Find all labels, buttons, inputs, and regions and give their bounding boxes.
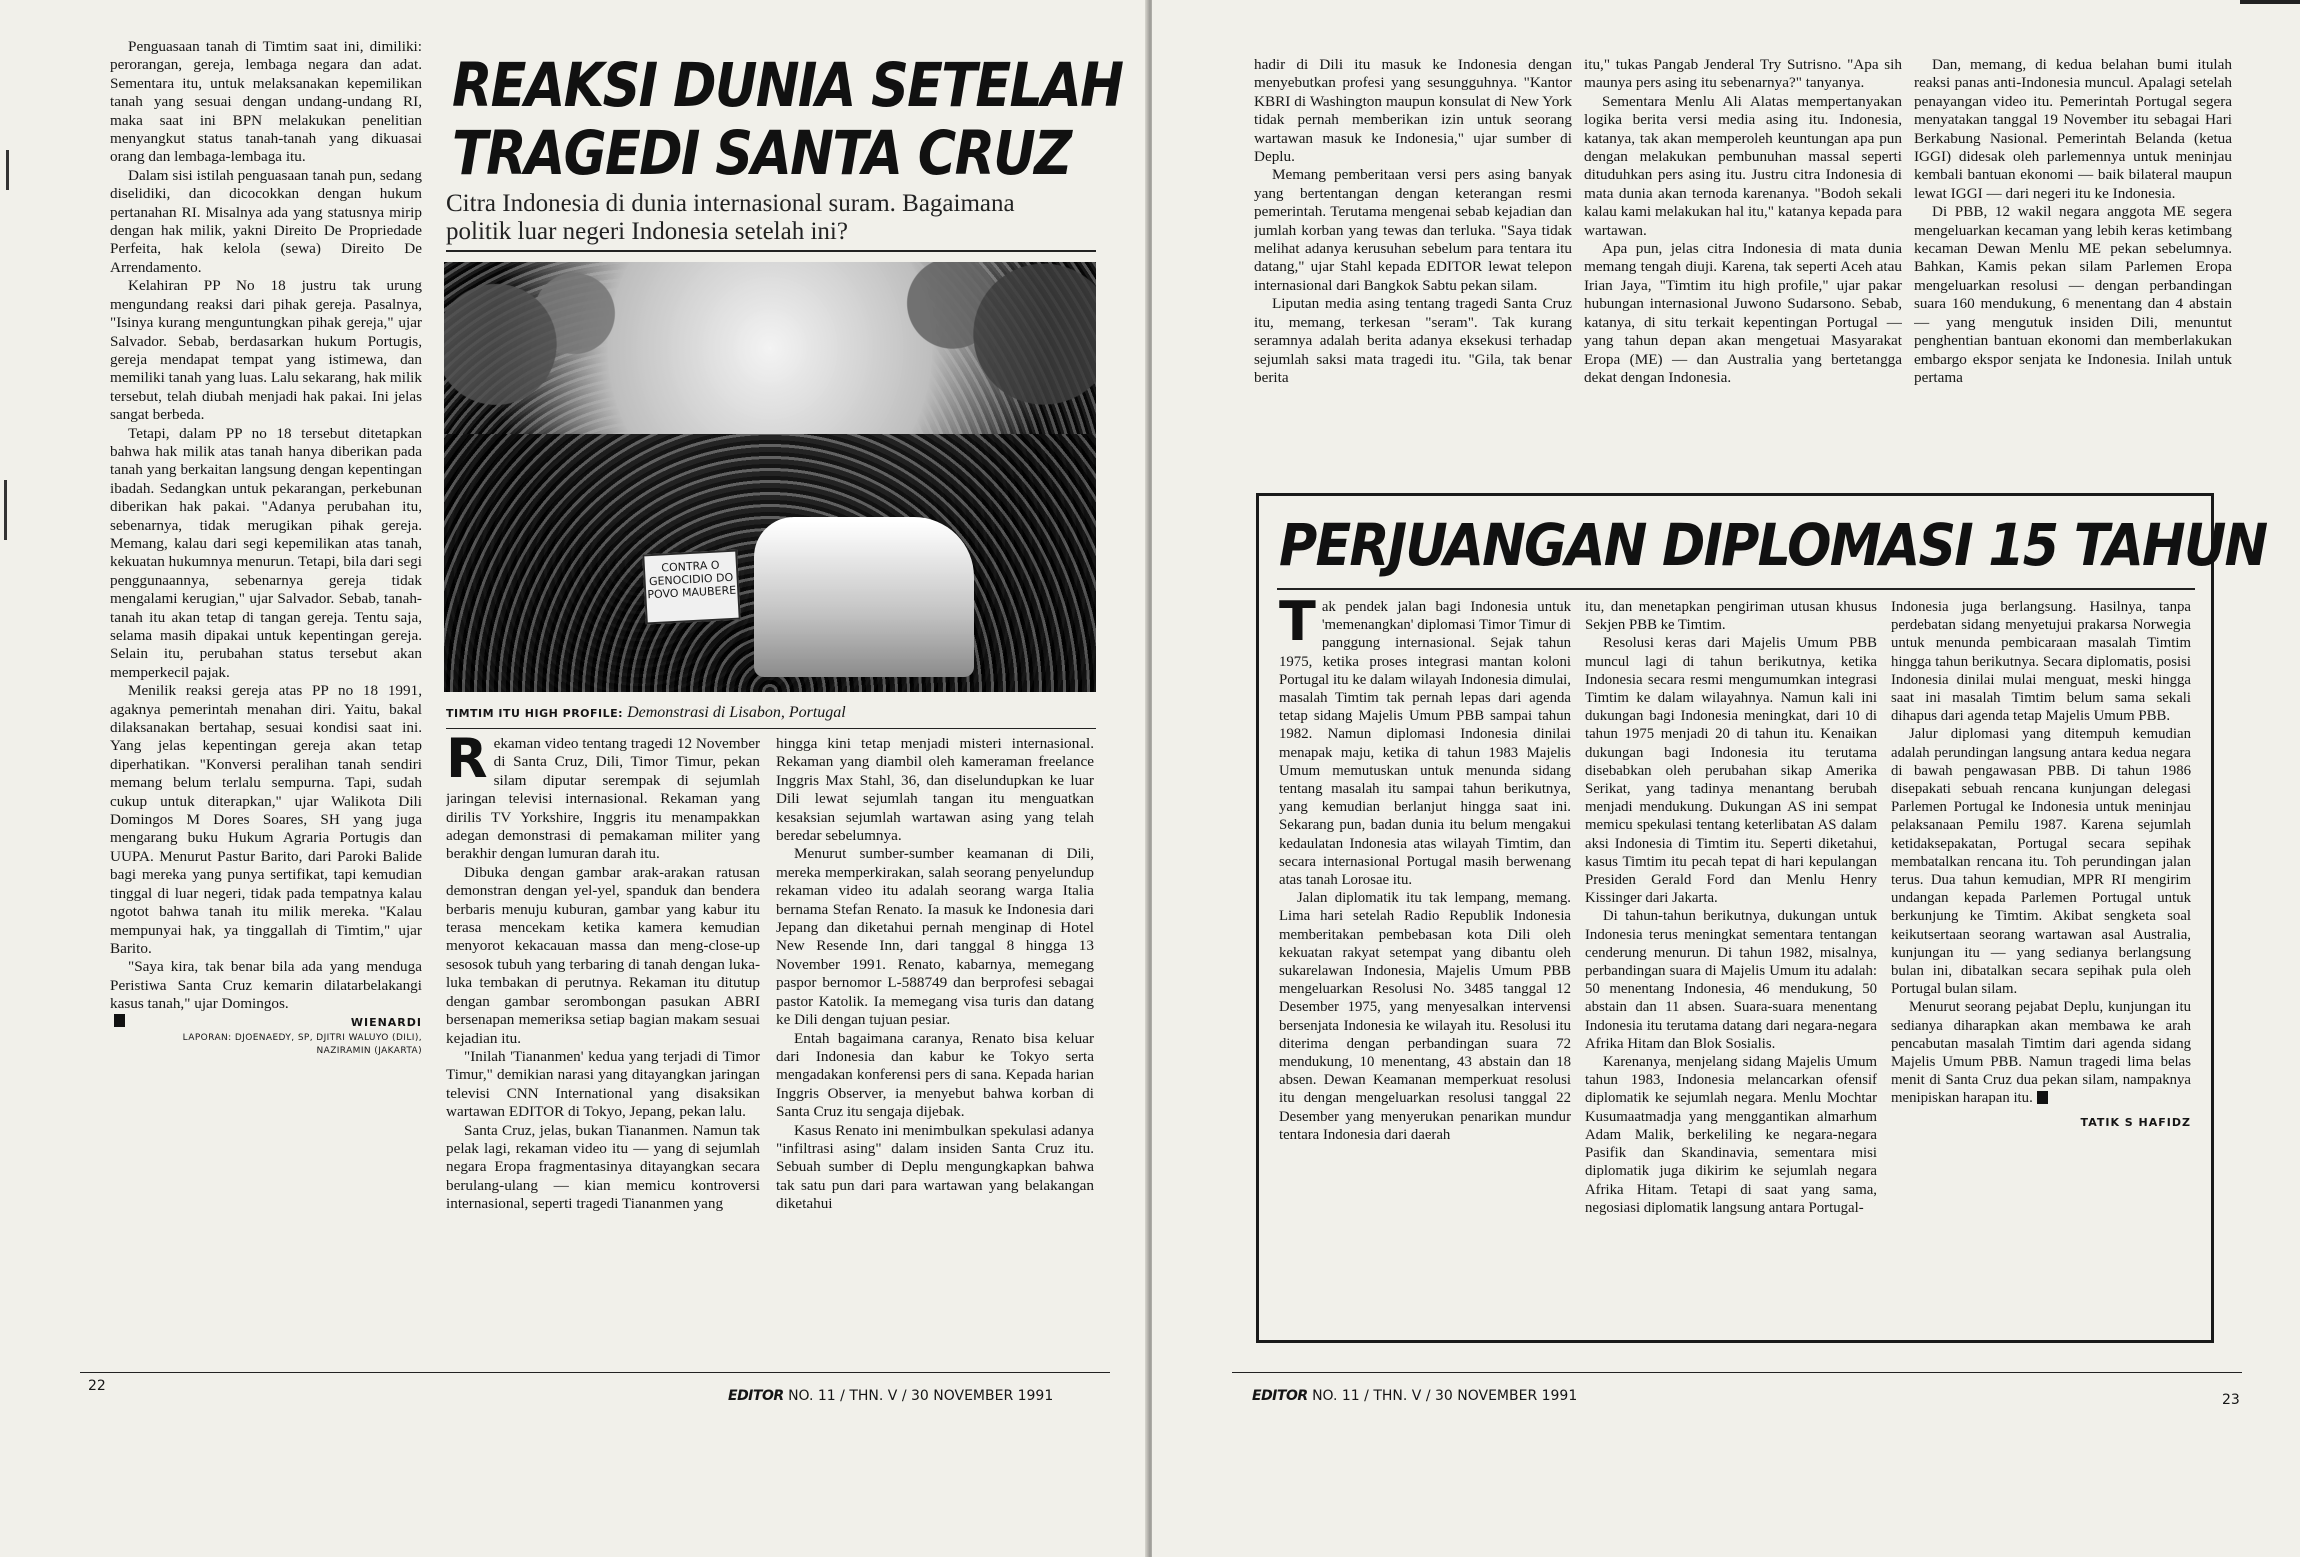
paragraph bbox=[446, 735, 760, 864]
paragraph: Dan, memang, di kedua belahan bumi itulah reaksi panas anti-Indonesia muncul. Apalagi setelah penayangan video itu. Pemerintah Portugal segera menyatakan tanggal 19 November itu sebagai Hari Berkabung Nasional. Pemerintah Belanda (ketua IGGI) didesak oleh parlemennya untuk meninjau kembali bantuan ekonomi — baik bilateral maupun lewat IGGI — dari negeri itu ke Indonesia. bbox=[1914, 56, 2232, 202]
footer-rule bbox=[1232, 1372, 2242, 1373]
photo-banner: CONTRA O GENOCIDIO DO POVO MAUBERE bbox=[642, 550, 741, 625]
photo-caption bbox=[446, 703, 1096, 724]
photo-car bbox=[754, 517, 974, 677]
footer-brand: EDITOR bbox=[728, 1388, 784, 1404]
paragraph-text: ekaman video tentang tragedi 12 November di Santa Cruz, Dili, Timor Timur, pekan silam diputar serempak di sejumlah jaringan televisi internasional. Rekaman yang dirilis TV Yorkshire, Inggris itu menampakkan adegan demonstrasi di pemakaman militer yang berakhir dengan lumuran darah itu. bbox=[446, 735, 760, 863]
corner-mark bbox=[2240, 0, 2300, 4]
box-title-rule bbox=[1277, 588, 2195, 590]
binding-mark bbox=[6, 150, 9, 190]
paragraph: "Inilah 'Tiananmen' kedua yang terjadi di Timor Timur," demikian narasi yang ditayangkan jaringan televisi CNN International yang disaksikan wartawan EDITOR di Tokyo, Jepang, pekan lalu. bbox=[446, 1047, 760, 1121]
right-column-2 bbox=[1584, 56, 1902, 486]
deck-rule bbox=[446, 250, 1096, 252]
left-column-1 bbox=[110, 38, 422, 1338]
drop-cap: T bbox=[1279, 598, 1316, 653]
paragraph: Apa pun, jelas citra Indonesia di mata dunia memang tengah diuji. Karena, tak seperti Aceh atau Irian Jaya, "Timtim itu high profile," ujar pakar hubungan internasional Juwono Sudarsono. Sebab, katanya, di situ terkait kepentingan Portugal — yang tahun depan akan mengetuai Masyarakat Eropa (ME) — dan Australia yang bertetangga dekat dengan Indonesia. bbox=[1584, 240, 1902, 386]
headline-line-2: TRAGEDI SANTA CRUZ bbox=[452, 118, 1071, 189]
end-mark-icon bbox=[2037, 1091, 2048, 1104]
sidebar-box bbox=[1256, 493, 2267, 1343]
paragraph: hadir di Dili itu masuk ke Indonesia dengan menyebutkan profesi yang sesungguhnya. "Kantor KBRI di Washington maupun konsulat di New York tidak pernah memberikan izin untuk seorang wartawan masuk ke Indonesia," ujar sumber di Deplu. bbox=[1254, 56, 1572, 166]
paragraph: Di tahun-tahun berikutnya, dukungan untuk Indonesia terus meningkat sementara tentangan cenderung menurun. Di tahun 1982, misalnya, perbandingan suara di Majelis Umum itu adalah: 50 menentang Indonesia, 46 mendukung, 50 abstain dan 11 absen. Suara-suara menentang Indonesia itu terutama datang dari negara-negara Afrika Hitam dan Blok Sosialis. bbox=[1585, 908, 1877, 1052]
deck: Citra Indonesia di dunia internasional suram. Bagaimana politik luar negeri Indonesia setelah ini? bbox=[446, 190, 1015, 245]
paragraph: Kasus Renato ini menimbulkan spekulasi adanya "infiltrasi asing" dalam insiden Santa Cruz itu. Sebuah sumber di Deplu mengungkapkan bahwa tak satu pun dari para wartawan yang belakangan diketahui bbox=[776, 1121, 1094, 1213]
footer-right bbox=[1252, 1388, 1577, 1404]
paragraph: Tetapi, dalam PP no 18 tersebut ditetapkan bahwa hak milik atas tanah hanya diberikan pada tanah yang berkaitan langsung dengan kepentingan ibadah. Sedangkan untuk pekarangan, perkebunan diberikan hak pakai. "Adanya perubahan itu, sebenarnya, tidak merugikan pihak gereja. Memang, kalau dari segi kepemilikan atas tanah, kekuatan hukumnya menurun. Tetapi, bila dari segi penggunaannya, sebenarnya gereja tidak mengalami kerugian," ujar Salvador. Sebab, tanah-tanah itu akan tetap di tangan gereja. Tentu saja, selama masih dipakai untuk kepentingan gereja. Selain itu, perubahan status tersebut akan memperkecil pajak. bbox=[110, 424, 422, 681]
paragraph: Kelahiran PP No 18 justru tak urung mengundang reaksi dari pihak gereja. Pasalnya, "Isinya kurang menguntungkan pihak gereja," ujar Salvador. Sebab, berdasarkan hukum Portugis, gereja mendapat tempat yang istimewa, dan memiliki tanah yang luas. Lalu sekarang, hak milik tersebut, telah diubah menjadi hak pakai. Ini jelas sangat berbeda. bbox=[110, 277, 422, 424]
paragraph: Santa Cruz, jelas, bukan Tiananmen. Namun tak pelak lagi, rekaman video itu — yang di sejumlah negara Eropa fragmentasinya ditayangkan secara berulang-ulang — kian memicu kontroversi internasional, seperti tragedi Tiananmen yang bbox=[446, 1121, 760, 1213]
paragraph: Sementara Menlu Ali Alatas mempertanyakan logika berita versi media asing itu. Indonesia, katanya, tak akan memperoleh keuntungan apa pun dengan melakukan pembunuhan massal seperti dituduhkan pers asing itu. Justru citra Indonesia di mata dunia akan ternoda karenanya. "Bodoh sekali kalau kami melakukan hal itu," katanya kepada para wartawan. bbox=[1584, 92, 1902, 239]
paragraph-text: ak pendek jalan bagi Indonesia untuk 'memenangkan' diplomasi Timor Timur di panggung internasional. Sejak tahun 1975, ketika proses integrasi mantan koloni Portugal itu ke dalam wilayah Indonesia dimulai, masalah Timtim tak pernah lepas dari agenda tetap sidang Majelis Umum PBB sampai tahun 1982. Namun diplomasi Indonesia dinilai menapak maju, ketika di tahun 1983 Majelis Umum memutuskan untuk menunda sidang tentang masalah itu sampai tahun berikutnya, yang kemudian berlanjut hingga saat ini. Sekarang pun, badan dunia itu belum mengakui kedaulatan Indonesia atas wilayah Timtim, dan secara internasional Portugal masih berwenang atas tanah Lorosae itu. bbox=[1279, 599, 1571, 889]
paragraph: itu, dan menetapkan pengiriman utusan khusus Sekjen PBB ke Timtim. bbox=[1585, 599, 1877, 634]
paragraph: itu," tukas Pangab Jenderal Try Sutrisno. "Apa sih maunya pers asing itu sebenarnya?" tanyanya. bbox=[1584, 56, 1902, 92]
paragraph bbox=[1279, 598, 1571, 889]
paragraph: "Saya kira, tak benar bila ada yang menduga Peristiwa Santa Cruz kemarin dilatarbelakangi kasus tanah," ujar Domingos. bbox=[110, 958, 422, 1013]
right-column-1 bbox=[1254, 56, 1572, 486]
headline-line-1: REAKSI DUNIA SETELAH bbox=[452, 50, 1123, 121]
left-column-2 bbox=[446, 735, 760, 1355]
box-column-1 bbox=[1279, 598, 1571, 1338]
binding-mark bbox=[4, 480, 7, 540]
box-title: PERJUANGAN DIPLOMASI 15 TAHUN bbox=[1279, 511, 2267, 579]
right-column-3 bbox=[1914, 56, 2232, 486]
report-credit: LAPORAN: DJOENAEDY, SP, DJITRI WALUYO (DILI), bbox=[182, 1032, 422, 1043]
paragraph: Resolusi keras dari Majelis Umum PBB muncul lagi di tahun berikutnya, ketika Indonesia secara resmi mengumumkan integrasi Timtim ke dalam wilayahnya. Namun kali ini dukungan bagi Indonesia meningkat, dari 10 di tahun 1975 menjadi 20 di tahun itu. Kenaikan dukungan bagi Indonesia itu terutama disebabkan oleh perubahan sikap Amerika Serikat, yang tadinya menantang berubah menjadi mendukung. Dukungan AS ini sempat memicu spekulasi tentang keterlibatan AS dalam aksi Indonesia di Timtim itu. Seperti diketahui, kasus Timtim itu pecah tepat di hari kepulangan Presiden Gerald Ford dan Menlu Henry Kissinger dari Jakarta. bbox=[1585, 635, 1877, 907]
box-column-3 bbox=[1891, 598, 2191, 1338]
footer-issue: NO. 11 / THN. V / 30 NOVEMBER 1991 bbox=[788, 1388, 1054, 1404]
page-number-right: 23 bbox=[2222, 1392, 2240, 1408]
paragraph: Menilik reaksi gereja atas PP no 18 1991, agaknya pemerintah menahan diri. Yaitu, bakal dilaksanakan bertahap, sesuai kondisi saat ini. Yang jelas kepentingan gereja akan tetap diperhatikan. "Konversi peralihan tanah sendiri memang belum terlalu sempurna. Tapi, sudah cukup untuk diterapkan," ujar Walikota Dili Domingos M Dores Soares, SH yang juga mengarang buku Hukum Agraria Portugis dan UUPA. Menurut Pastur Barito, dari Paroki Balide bagi mereka yang punya sertifikat, tapi kemudian tinggal di luar negeri, tidak pada tempatnya kalau ngotot bahwa tanah itu milik mereka. "Kalau mempunyai hak, ya tinggallah di Timtim," ujar Barito. bbox=[110, 682, 422, 957]
paragraph: Menurut seorang pejabat Deplu, kunjungan itu sedianya diharapkan akan membawa ke arah pencabutan masalah Timtim dari agenda sidang Majelis Umum PBB. Namun tragedi lima belas menit di Santa Cruz dua pekan silam, nampaknya menipiskan harapan itu. bbox=[1891, 999, 2191, 1107]
paragraph: Jalan diplomatik itu tak lempang, memang. Lima hari setelah Radio Republik Indonesia memberitakan pembebasan kota Dili oleh kekuatan rakyat setempat yang dibantu oleh sukarelawan Indonesia, Majelis Umum PBB mengeluarkan Resolusi No. 3485 tanggal 12 Desember 1975, yang menyesalkan intervensi bersenjata Indonesia ke wilayah itu. Resolusi itu diterima dengan perbandingan suara 72 mendukung, 10 menentang, 43 abstain dan 18 absen. Dewan Keamanan memperkuat resolusi itu dengan mengeluarkan resolusi tanggal 22 Desember yang menyerukan penarikan mundur tentara Indonesia dari daerah bbox=[1279, 890, 1571, 1143]
paragraph: Menurut sumber-sumber keamanan di Dili, mereka memperkirakan, salah seorang penyelundup rekaman video itu adalah seorang warga Italia bernama Stefan Renato. Ia masuk ke Indonesia dari Jepang dan diketahui pernah menginap di Hotel New Resende Inn, dari tanggal 8 hingga 13 November 1991. Renato, kabarnya, memegang paspor bernomor L-588749 dan berprofesi sebagai pastor Katolik. Ia memegang visa turis dan datang ke Dili dengan tujuan pesiar. bbox=[776, 845, 1094, 1029]
paragraph: Karenanya, menjelang sidang Majelis Umum tahun 1983, Indonesia melancarkan ofensif diplomatik ke sejumlah negara. Menlu Mochtar Kusumaatmadja yang menggantikan almarhum Adam Malik, berkeliling ke negara-negara Pasifik dan Skandinavia, sementara misi diplomatik juga dikirim ke sejumlah negara Afrika Hitam. Tetapi di saat yang sama, negosiasi diplomatik langsung antara Portugal- bbox=[1585, 1054, 1877, 1216]
caption-rule bbox=[446, 728, 1096, 729]
box-signature: TATIK S HAFIDZ bbox=[2080, 1115, 2191, 1129]
author-signature bbox=[110, 1014, 422, 1032]
paragraph: Dibuka dengan gambar arak-arakan ratusan demonstran dengan yel-yel, spanduk dan bendera berbaris menuju kuburan, gambar yang kabur itu terasa mencekam ketika kamera kemudian menyorot kekacauan massa dan meng-close-up sesosok tubuh yang terbaring di tanah dengan luka-luka tembakan di perutnya. Rekaman itu ditutup dengan gambar serombongan pasukan ABRI bersenapan memeriksa setiap bagian makam sesuai kejadian itu. bbox=[446, 863, 760, 1047]
footer-issue: NO. 11 / THN. V / 30 NOVEMBER 1991 bbox=[1312, 1388, 1578, 1404]
page-left bbox=[0, 0, 1148, 1557]
page-number-left: 22 bbox=[88, 1378, 106, 1394]
signature-text: WIENARDI bbox=[350, 1015, 422, 1029]
box-column-2 bbox=[1585, 598, 1877, 1338]
end-mark-icon bbox=[114, 1014, 125, 1027]
page-right bbox=[1152, 0, 2300, 1557]
paragraph: Liputan media asing tentang tragedi Santa Cruz itu, memang, terkesan "seram". Tak kurang seramnya adalah berita adanya eksekusi terhadap sejumlah saksi mata tragedi itu. "Gila, tak benar berita bbox=[1254, 295, 1572, 386]
paragraph: Penguasaan tanah di Timtim saat ini, dimiliki: perorangan, gereja, lembaga negara dan adat. Sementara itu, untuk melaksanakan kepemilikan tanah yang sesuai dengan undang-undang RI, maka saat ini BPN melakukan penelitian menyangkut status tanah-tanah yang dikuasai orang dan lembaga-lembaga itu. bbox=[110, 38, 422, 166]
footer-rule bbox=[80, 1372, 1110, 1373]
footer-left bbox=[728, 1388, 1053, 1404]
caption-text: Demonstrasi di Lisabon, Portugal bbox=[627, 704, 846, 721]
left-column-3 bbox=[776, 735, 1094, 1355]
paragraph: Indonesia juga berlangsung. Hasilnya, tanpa perdebatan sidang menyetujui prakarsa Norwegia untuk menunda pembicaraan masalah Timtim hingga tahun berikutnya. Secara diplomatis, posisi Indonesia dinilai mulai menguat, meski hingga saat ini masalah Timtim belum sama sekali dihapus dari agenda tetap Majelis Umum PBB. bbox=[1891, 599, 2191, 725]
paragraph: Jalur diplomasi yang ditempuh kemudian adalah perundingan langsung antara kedua negara di bawah pengawasan PBB. Di tahun 1986 disepakati sebuah rencana kunjungan delegasi Parlemen Portugal ke Indonesia untuk meninjau pelaksanaan Pemilu 1987. Karena sejumlah ketidaksepakatan, Portugal secara sepihak membatalkan rencana itu. Toh perundingan jalan terus. Dua tahun kemudian, MPR RI mengirim undangan kepada Parlemen Portugal untuk berkunjung ke Timtim. Akibat sengketa soal keikutsertaan seorang wartawan asal Australia, kunjungan itu — yang sedianya berlangsung bulan ini, dibatalkan secara sepihak pula oleh Portugal bulan silam. bbox=[1891, 726, 2191, 998]
paragraph: Di PBB, 12 wakil negara anggota ME segera mengeluarkan kecaman yang lebih keras ketimbang kecaman Dewan Menlu ME pekan sebelumnya. Bahkan, Kamis pekan silam Parlemen Eropa mengeluarkan resolusi — dengan perbandingan suara 160 mendukung, 6 menentang dan 4 abstain — yang mengutuk insiden Dili, menuntut penghentian bantuan ekonomi dan memberlakukan embargo ekspor senjata ke Indonesia. Inilah untuk pertama bbox=[1914, 203, 2232, 386]
report-credit: NAZIRAMIN (JAKARTA) bbox=[316, 1045, 422, 1056]
headline bbox=[452, 50, 1123, 189]
demonstration-photo bbox=[444, 262, 1096, 692]
paragraph: hingga kini tetap menjadi misteri internasional. Rekaman yang diambil oleh kameraman freelance Inggris Max Stahl, 36, dan diselundupkan ke luar Dili lewat sejumlah tangan itu menguatkan kesaksian sejumlah wartawan asing yang telah beredar sebelumnya. bbox=[776, 735, 1094, 845]
footer-brand: EDITOR bbox=[1252, 1388, 1308, 1404]
caption-label: TIMTIM ITU HIGH PROFILE: bbox=[446, 707, 624, 720]
paragraph: Entah bagaimana caranya, Renato bisa keluar dari Indonesia dan kabur ke Tokyo serta mengadakan konferensi pers di sana. Kepada harian Inggris Observer, ia menyebut bahwa korban di Santa Cruz itu sengaja dijebak. bbox=[776, 1029, 1094, 1121]
drop-cap: R bbox=[446, 735, 488, 790]
paragraph: Memang pemberitaan versi pers asing banyak yang bertentangan dengan keterangan resmi pemerintah. Terutama mengenai sebab kejadian dan jumlah korban yang tewas dan terluka. "Saya tidak melihat adanya kerusuhan sebelum para tentara itu datang," ujar Stahl kepada EDITOR lewat telepon internasional dari Bangkok Sabtu pekan silam. bbox=[1254, 166, 1572, 294]
paragraph: Dalam sisi istilah penguasaan tanah pun, sedang diselidiki, dan dicocokkan dengan hukum pertanahan RI. Misalnya ada yang statusnya mirip dengan hak milik, yakni Direito De Propriedade Perfeita, hak kelola (sewa) Direito De Arrendamento. bbox=[110, 166, 422, 276]
